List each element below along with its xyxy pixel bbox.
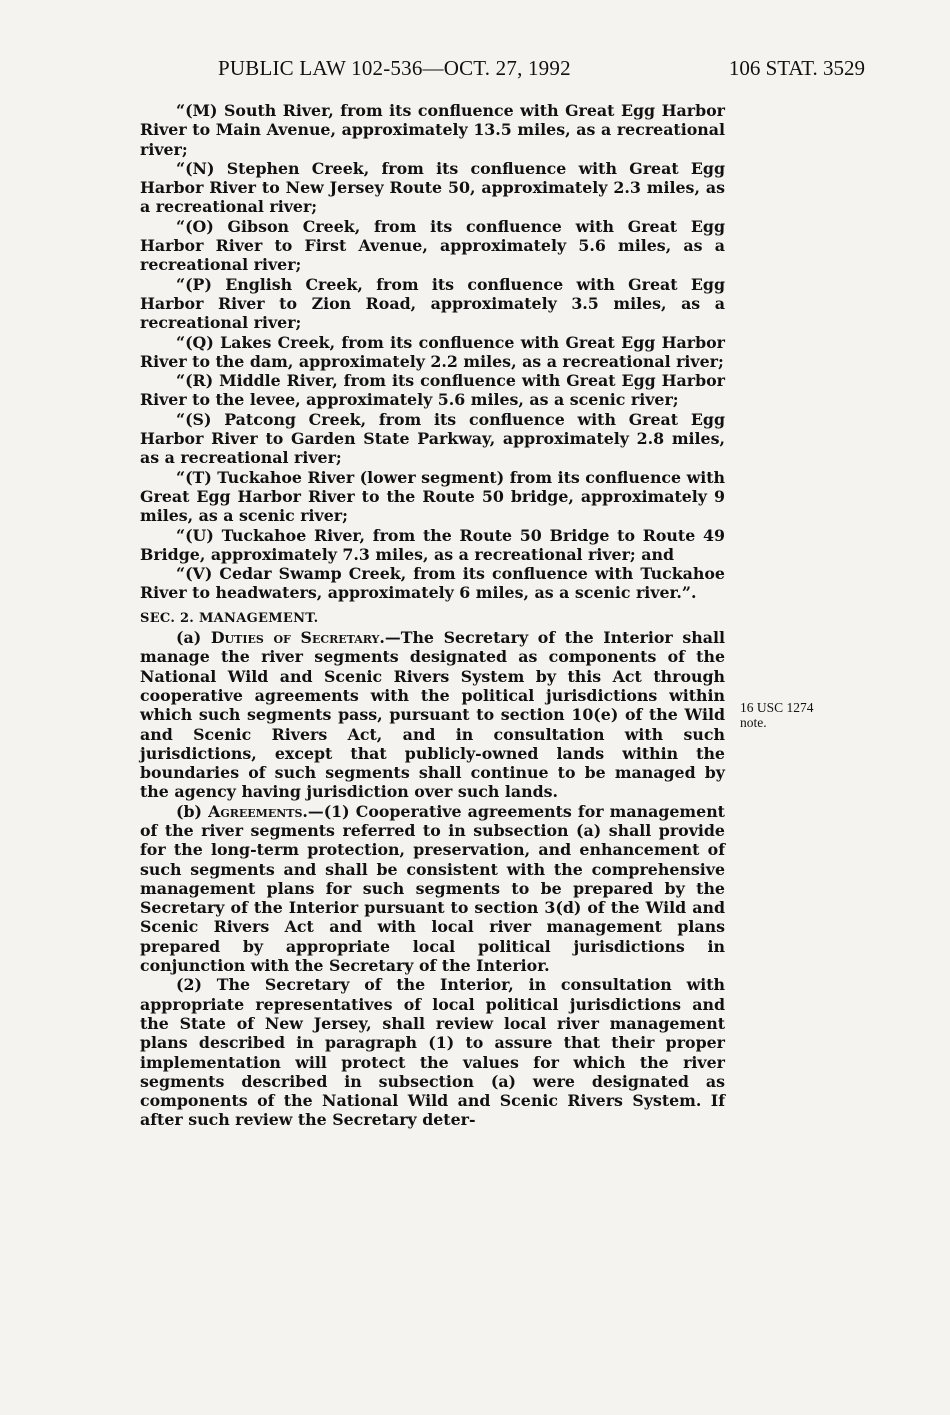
margin-note-label: note. xyxy=(740,715,767,730)
paragraph-t: “(T) Tuckahoe River (lower segment) from its confluence with Great Egg Harbor River to the Route 50 bridge, approximately 9 miles, as a scenic river; xyxy=(140,467,725,526)
paragraph-p: “(P) English Creek, from its confluence with Great Egg Harbor River to Zion Road, approximately 3.5 miles, as a recreational river; xyxy=(140,274,725,333)
paragraph-o: “(O) Gibson Creek, from its confluence with Great Egg Harbor River to First Avenue, approximately 5.6 miles, as a recreational river; xyxy=(140,216,725,275)
header-page-ref: 106 STAT. 3529 xyxy=(728,56,865,80)
subsection-a-text: —The Secretary of the Interior shall manage the river segments designated as components of the National Wild and Scenic Rivers System by this Act through cooperative agreements with the political jurisdictions within which such segments pass, pursuant to section 10(e) of the Wild and Scenic Rivers Act, and in consultation with such jurisdictions, except that publicly-owned lands within the boundaries of such segments shall continue to be managed by the agency having jurisdiction over such lands. xyxy=(140,628,725,802)
paragraph-n: “(N) Stephen Creek, from its confluence with Great Egg Harbor River to New Jersey Route 50, approximately 2.3 miles, as a recreational river; xyxy=(140,158,725,217)
section-heading: SEC. 2. MANAGEMENT. xyxy=(140,610,319,626)
paragraph-m: “(M) South River, from its confluence with Great Egg Harbor River to Main Avenue, approximately 13.5 miles, as a recreational river; xyxy=(140,101,725,159)
paragraph-s: “(S) Patcong Creek, from its confluence with Great Egg Harbor River to Garden State Parkway, approximately 2.8 miles, as a recreational river; xyxy=(140,409,725,468)
subsection-b-label: (b) xyxy=(176,801,209,821)
subsection-b-paragraph-2: (2) The Secretary of the Interior, in consultation with appropriate representatives of local political jurisdictions and the State of New Jersey, shall review local river management plans described in paragraph (1) to assure that their proper implementation will protect the values for which the river segments described in subsection (a) were designated as components of the National Wild and Scenic Rivers System. If after such review the Secretary deter- xyxy=(140,975,725,1130)
subsection-a-heading: Duties of Secretary. xyxy=(210,628,385,648)
page-header xyxy=(140,56,865,86)
paragraph-v: “(V) Cedar Swamp Creek, from its confluence with Tuckahoe River to headwaters, approximately 6 miles, as a scenic river.”. xyxy=(140,564,725,603)
header-title: PUBLIC LAW 102-536—OCT. 27, 1992 xyxy=(218,56,571,80)
margin-note-citation: 16 USC 1274 xyxy=(740,700,814,715)
subsection-b-heading: Agreements. xyxy=(208,801,308,821)
subsection-b-text: —(1) Cooperative agreements for management of the river segments referred to in subsection (a) shall provide for the long-term protection, preservation, and enhancement of such segments and shall be consistent with the comprehensive management plans for such segments to be prepared by the Secretary of the Interior pursuant to section 3(d) of the Wild and Scenic Rivers Act and with local river management plans prepared by appropriate local political jurisdictions in conjunction with the Secretary of the Interior. xyxy=(140,801,725,976)
subsection-a-label: (a) xyxy=(176,628,211,648)
subsection-a xyxy=(140,628,725,802)
margin-note xyxy=(740,700,860,730)
body-text xyxy=(140,101,725,1130)
paragraph-r: “(R) Middle River, from its confluence with Great Egg Harbor River to the levee, approximately 5.6 miles, as a scenic river; xyxy=(140,371,725,410)
paragraph-u: “(U) Tuckahoe River, from the Route 50 Bridge to Route 49 Bridge, approximately 7.3 miles, as a recreational river; and xyxy=(140,525,725,564)
paragraph-q: “(Q) Lakes Creek, from its confluence with Great Egg Harbor River to the dam, approximately 2.2 miles, as a recreational river; xyxy=(140,332,725,371)
subsection-b xyxy=(140,802,725,976)
